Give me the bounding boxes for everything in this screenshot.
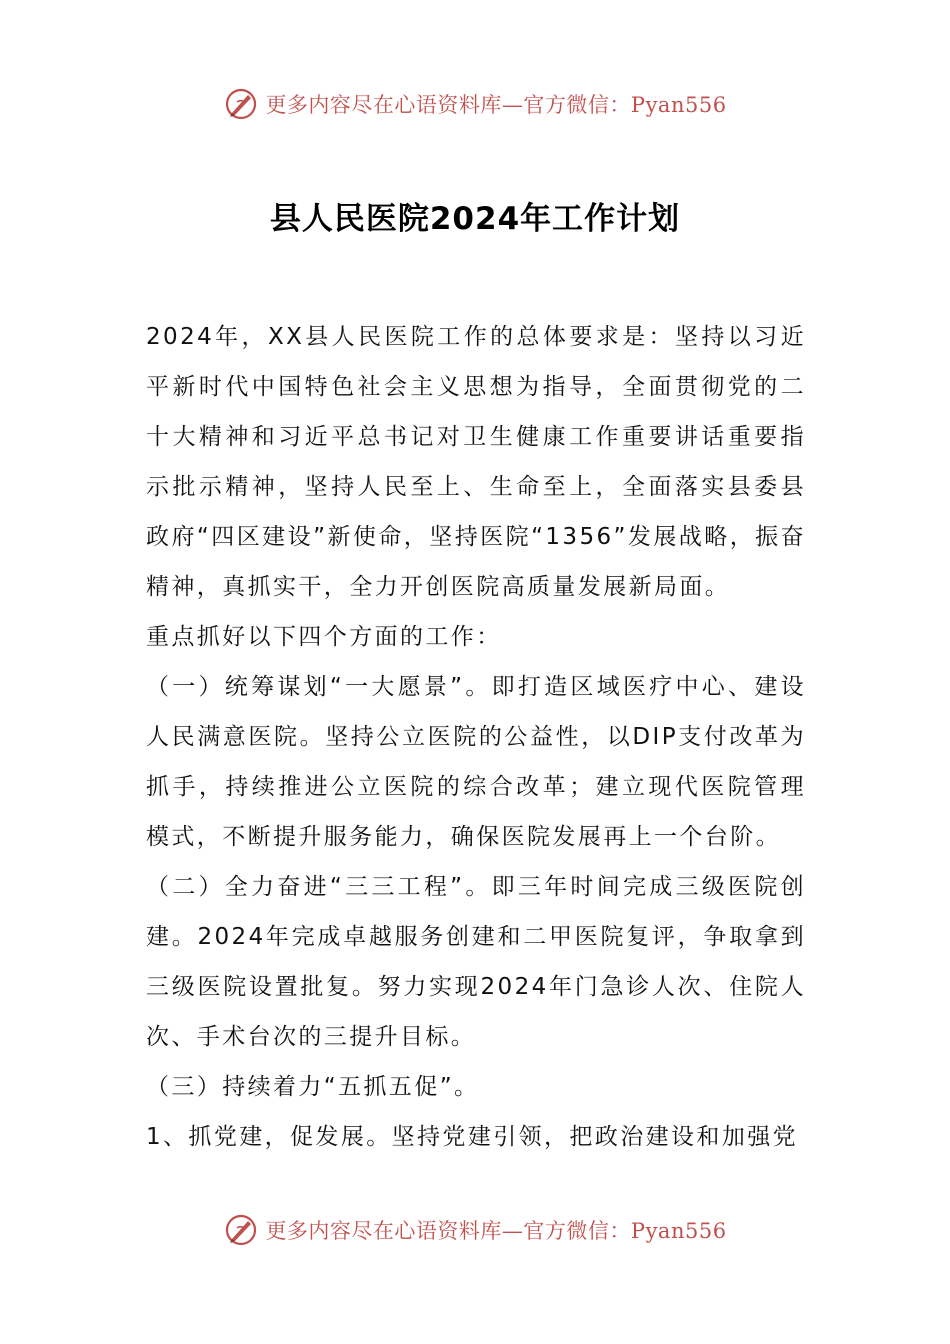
document-body xyxy=(146,312,806,1162)
paragraph: （三）持续着力“五抓五促”。 xyxy=(146,1074,480,1100)
pen-logo-icon xyxy=(223,1212,259,1248)
paragraph: （一）统筹谋划“一大愿景”。即打造区域医疗中心、建设人民满意医院。坚持公立医院的公益性，以DIP支付改革为抓手，持续推进公立医院的综合改革；建立现代医院管理模式，不断提升服务能力，确保医院发展再上一个台阶。 xyxy=(146,674,806,850)
document-title: 县人民医院2024年工作计划 xyxy=(269,200,681,237)
watermark-text: 更多内容尽在心语资料库—官方微信：Pyan556 xyxy=(265,1219,727,1243)
paragraph: 1、抓党建，促发展。坚持党建引领，把政治建设和加强党 xyxy=(146,1124,799,1150)
paragraph: 2024年，XX县人民医院工作的总体要求是：坚持以习近平新时代中国特色社会主义思想为指导，全面贯彻党的二十大精神和习近平总书记对卫生健康工作重要讲话重要指示批示精神，坚持人民至上、生命至上，全面落实县委县政府“四区建设”新使命，坚持医院“1356”发展战略，振奋精神，真抓实干，全力开创医院高质量发展新局面。 xyxy=(146,324,806,600)
paragraph: （二）全力奋进“三三工程”。即三年时间完成三级医院创建。2024年完成卓越服务创建和二甲医院复评，争取拿到三级医院设置批复。努力实现2024年门急诊人次、住院人次、手术台次的三提升目标。 xyxy=(146,874,806,1050)
paragraph: 重点抓好以下四个方面的工作： xyxy=(146,624,502,650)
watermark-text: 更多内容尽在心语资料库—官方微信：Pyan556 xyxy=(265,93,727,117)
pen-logo-icon xyxy=(223,86,259,122)
footer-watermark xyxy=(0,1210,950,1250)
header-watermark xyxy=(0,84,950,124)
